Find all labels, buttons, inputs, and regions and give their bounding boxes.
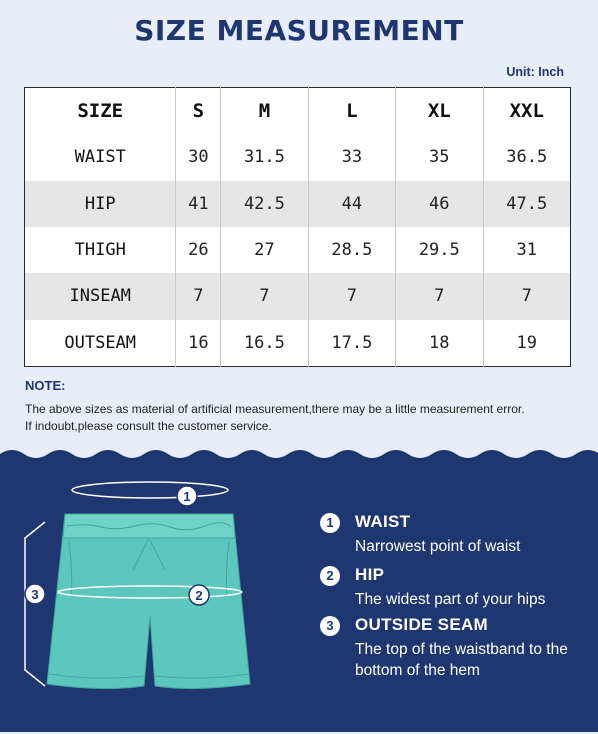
table-cell: 36.5	[483, 134, 570, 180]
table-cell: 35	[396, 134, 483, 180]
table-cell: 41	[176, 181, 221, 227]
table-cell: 29.5	[396, 227, 483, 273]
header-cell: XXL	[483, 88, 570, 135]
outseam-marker-label: 3	[31, 587, 39, 602]
table-cell: 7	[308, 273, 395, 319]
table-cell: 42.5	[221, 181, 308, 227]
table-row	[25, 227, 571, 273]
header-cell: XL	[396, 88, 483, 135]
table-cell: 31	[483, 227, 570, 273]
table-cell: 16	[176, 320, 221, 367]
header-cell: L	[308, 88, 395, 135]
table-cell: 18	[396, 320, 483, 367]
header-cell: S	[176, 88, 221, 135]
legend-title: HIP	[355, 565, 385, 584]
table-cell: 19	[483, 320, 570, 367]
row-label: INSEAM	[25, 273, 176, 319]
legend-title: WAIST	[355, 512, 411, 531]
table-cell: 7	[396, 273, 483, 319]
table-cell: 26	[176, 227, 221, 273]
table-row	[25, 273, 571, 319]
header-cell: M	[221, 88, 308, 135]
page-title: SIZE MEASUREMENT	[134, 14, 464, 47]
table-cell: 16.5	[221, 320, 308, 367]
unit-label: Unit: Inch	[506, 65, 564, 79]
row-label: WAIST	[74, 147, 126, 168]
shorts-diagram	[15, 474, 275, 734]
waist-measure-line	[72, 482, 228, 498]
note-text-line-1: The above sizes as material of artificial measurement,there may be a little measurement error.	[25, 402, 525, 416]
table-cell: 46	[396, 181, 483, 227]
number-badge: 3	[320, 616, 340, 636]
hip-marker-label: 2	[195, 588, 203, 603]
table-cell: 7	[483, 273, 570, 319]
number-badge: 2	[320, 566, 340, 586]
legend-description: The top of the waistband to the bottom of the hem	[355, 641, 568, 679]
note-title: NOTE:	[25, 378, 66, 393]
table-cell: 33	[308, 134, 395, 180]
legend-title: OUTSIDE SEAM	[355, 615, 489, 634]
row-label: HIP	[25, 181, 176, 227]
table-row	[25, 320, 571, 367]
table-cell: 30	[176, 134, 221, 180]
table-cell: 44	[308, 181, 395, 227]
table-cell: 17.5	[308, 320, 395, 367]
number-badge: 1	[320, 513, 340, 533]
table-header-row	[25, 88, 571, 135]
waist-marker-label: 1	[183, 489, 191, 504]
note-text-line-2: If indoubt,please consult the customer service.	[25, 419, 272, 433]
table-row	[25, 134, 571, 180]
header-cell: SIZE	[77, 100, 124, 123]
legend-description: Narrowest point of waist	[355, 538, 521, 555]
table-cell: 7	[221, 273, 308, 319]
legend-description: The widest part of your hips	[355, 591, 546, 608]
table-row	[25, 181, 571, 227]
table-cell: 28.5	[308, 227, 395, 273]
shorts-body	[47, 514, 250, 689]
row-label: THIGH	[74, 240, 126, 261]
table-cell: 7	[176, 273, 221, 319]
table-cell: 47.5	[483, 181, 570, 227]
table-cell: 31.5	[221, 134, 308, 180]
table-cell: 27	[221, 227, 308, 273]
waistband	[63, 514, 235, 538]
row-label: OUTSEAM	[64, 332, 137, 353]
size-table	[24, 87, 571, 367]
